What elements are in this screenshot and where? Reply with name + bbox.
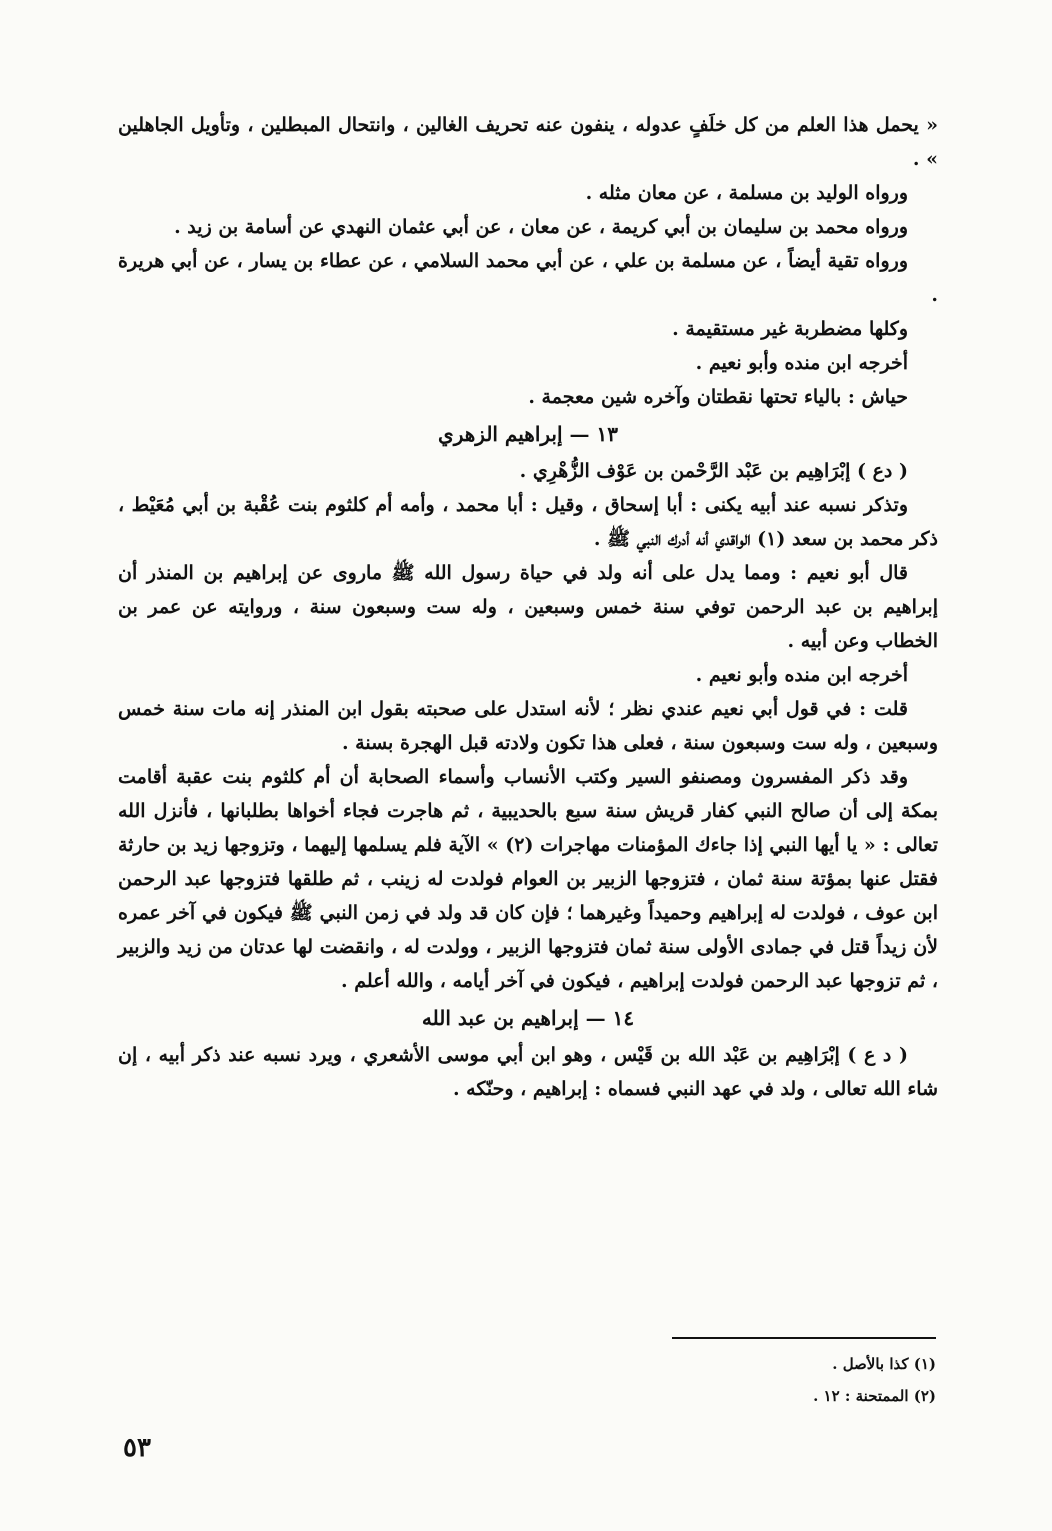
paragraph: وقد ذكر المفسرون ومصنفو السير وكتب الأنساب وأسماء الصحابة أن أم كلثوم بنت عقبة أقامت بمكة إلى أن صالح النبي كفار قريش سنة سبع بالحديبية ، ثم هاجرت فجاء أخواها بطلبانها ، فأنزل الله تعالى : « يا أيها النبي إذا جاءك المؤمنات مهاجرات (٢) » الآية فلم يسلمها إليهما ، وتزوجها زيد بن حارثة فقتل عنها بمؤتة سنة ثمان ، فتزوجها الزبير بن العوام فولدت له زينب ، ثم طلقها فتزوجها عبد الرحمن ابن عوف ، فولدت له إبراهيم وحميداً وغيرهما ؛ فإن كان قد ولد في زمن النبي ﷺ فيكون في آخر عمره لأن زيداً قتل في جمادى الأولى سنة ثمان فتزوجها الزبير ، وولدت له ، وانقضت لها عدتان من زيد والزبير ، ثم تزوجها عبد الرحمن فولدت إبراهيم ، فيكون في آخر أيامه ، والله أعلم . bbox=[118, 766, 938, 992]
paragraph: وكلها مضطربة غير مستقيمة . bbox=[672, 318, 908, 340]
entry-heading-13: ١٣ — إبراهيم الزهري bbox=[438, 422, 618, 446]
paragraph: قال أبو نعيم : ومما يدل على أنه ولد في حياة رسول الله ﷺ ماروى عن إبراهيم بن المنذر أن إبراهيم بن عبد الرحمن توفي سنة خمس وسبعين ، وله ست وسبعون سنة ، وروايته عن عمر بن الخطاب وعن أبيه . bbox=[118, 562, 938, 652]
footnote: (٢) الممتحنة : ١٢ . bbox=[813, 1387, 936, 1405]
paragraph: « يحمل هذا العلم من كل خلَفٍ عدوله ، ينفون عنه تحريف الغالين ، وانتحال المبطلين ، وتأويل الجاهلين » . bbox=[118, 114, 938, 170]
paragraph: وتذكر نسبه عند أبيه يكنى : أبا إسحاق ، وقيل : أبا محمد ، وأمه أم كلثوم بنت عُقْبة بن أبي مُعَيْط ، ذكر محمد بن سعد (١) الواقدي أنه أدرك النبي ﷺ . bbox=[118, 494, 938, 550]
paragraph: ( دع ) إبْرَاهِيم بن عَبْد الرَّحْمن بن عَوْف الزُّهْرِي . bbox=[519, 460, 908, 482]
footnote-separator bbox=[672, 1337, 936, 1339]
paragraph: حياش : بالياء تحتها نقطتان وآخره شين معجمة . bbox=[528, 386, 908, 408]
paragraph: أخرجه ابن منده وأبو نعيم . bbox=[695, 352, 908, 374]
footnote: (١) كذا بالأصل . bbox=[832, 1355, 936, 1373]
main-text bbox=[118, 108, 938, 1106]
paragraph: ورواه تقية أيضاً ، عن مسلمة بن علي ، عن أبي محمد السلامي ، عن عطاء بن يسار ، عن أبي هريرة . bbox=[118, 250, 938, 306]
paragraph: ورواه الوليد بن مسلمة ، عن معان مثله . bbox=[585, 182, 908, 204]
footnotes bbox=[620, 1348, 936, 1412]
entry-heading-14: ١٤ — إبراهيم بن عبد الله bbox=[421, 1006, 635, 1030]
paragraph: ( د ع ) إبْرَاهِيم بن عَبْد الله بن قَيْس ، وهو ابن أبي موسى الأشعري ، ويرد نسبه عند ذكر أبيه ، إن شاء الله تعالى ، ولد في عهد النبي فسماه : إبراهيم ، وحنّكه . bbox=[118, 1044, 938, 1100]
paragraph: أخرجه ابن منده وأبو نعيم . bbox=[695, 664, 908, 686]
paragraph: ورواه محمد بن سليمان بن أبي كريمة ، عن معان ، عن أبي عثمان النهدي عن أسامة بن زيد . bbox=[174, 216, 908, 238]
page-number: ٥٣ bbox=[123, 1433, 151, 1463]
paragraph: قلت : في قول أبي نعيم عندي نظر ؛ لأنه استدل على صحبته بقول ابن المنذر إنه مات سنة خمس وسبعين ، وله ست وسبعون سنة ، فعلى هذا تكون ولادته قبل الهجرة بسنة . bbox=[118, 698, 938, 754]
